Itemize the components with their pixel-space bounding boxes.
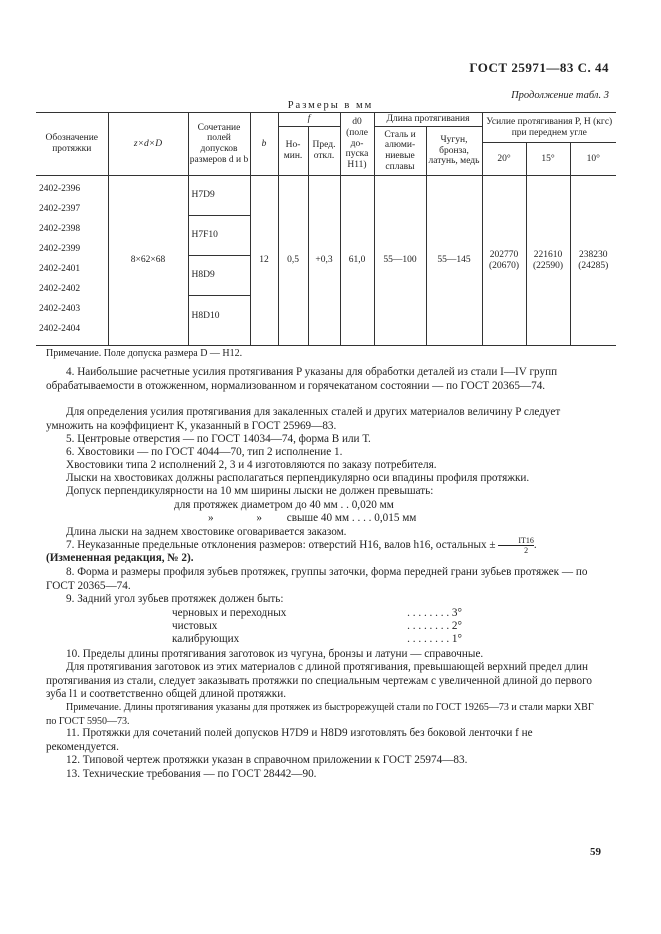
col-header-designation: Обозначение протяжки [36, 113, 108, 176]
designation-code: 2402-2401 [39, 263, 81, 274]
force-10-cell [570, 176, 616, 346]
col-header-len-iron: Чугун, бронза, латунь, медь [426, 127, 482, 176]
paragraph-10b: Для протягивания заготовок из этих материалов с длиной протягивания, превышающей верхний предел длин протягивания из стали, следует заказывать протяжки по специальным чертежам с увеличенной длиной до первого зуба l1 и соответственно общей длиной протяжки. [46, 661, 592, 700]
col-header-force: Усилие протягивания P, Н (кгс) при переднем угле [482, 113, 616, 143]
force-20-kgs: (20670) [488, 260, 520, 271]
len-iron-value: 55—145 [426, 176, 482, 346]
angle-value: 2° [451, 620, 462, 632]
fraction-numerator: IT16 [498, 536, 534, 546]
document-header: ГОСТ 25971—83 С. 44 [469, 60, 609, 75]
fit-value: H7D9 [189, 176, 250, 216]
ditto-mark: » [256, 512, 262, 524]
designation-code: 2402-2398 [39, 223, 81, 234]
tolerance-label: для протяжек диаметром до 40 мм [174, 499, 338, 511]
d0-value: 61,0 [340, 176, 374, 346]
broach-table [36, 112, 616, 346]
ditto-mark: » [208, 512, 214, 524]
designation-code: 2402-2403 [39, 303, 81, 314]
b-value: 12 [250, 176, 278, 346]
tolerance-row-2: » » свыше 40 мм . . . . 0,015 мм [208, 512, 417, 524]
f-dev-value: +0,3 [308, 176, 340, 346]
paragraph-6g: Длина лыски на заднем хвостовике оговаривается заказом. [66, 526, 347, 538]
paragraph-9: 9. Задний угол зубьев протяжек должен быть: [66, 593, 284, 605]
col-header-angle-20: 20° [482, 143, 526, 176]
len-steel-value: 55—100 [374, 176, 426, 346]
force-15-kgs: (22590) [532, 260, 564, 271]
zdD-value: 8×62×68 [108, 176, 188, 346]
paragraph-4: 4. Наибольшие расчетные усилия протягивания P указаны для обработки деталей из стали I—IV групп обрабатываемости в отожженном, нормализованном и горячекатаном состоянии — по ГОСТ 20365—74. [46, 366, 558, 392]
designation-code: 2402-2402 [39, 283, 81, 294]
paragraph-6b: Хвостовики типа 2 исполнений 2, 3 и 4 изготовляются по заказу потребителя. [66, 459, 437, 471]
angle-label: калибрующих [172, 633, 240, 645]
force-15-value: 221610 [533, 249, 563, 260]
table-continuation-label: Продолжение табл. 3 [511, 90, 609, 101]
tolerance-label: свыше 40 мм [286, 512, 350, 524]
force-10-value: 238230 [579, 249, 608, 260]
col-header-angle-10: 10° [570, 143, 616, 176]
force-15-cell [526, 176, 570, 346]
designation-list [36, 176, 108, 346]
col-header-f-nom: Но-мин. [278, 127, 308, 176]
fit-value: H8D10 [191, 310, 220, 321]
paragraph-8: 8. Форма и размеры профиля зубьев протяжек, группы заточки, форма передней грани зубьев протяжек — по ГОСТ 20365—74. [46, 566, 588, 592]
amendment-note: (Измененная редакция, № 2). [46, 552, 194, 564]
angle-label: чистовых [172, 620, 218, 632]
angle-label: черновых и переходных [172, 607, 287, 619]
col-header-f: f [278, 113, 340, 127]
paragraph-6: 6. Хвостовики — по ГОСТ 4044—70, тип 2 исполнение 1. [66, 446, 343, 458]
angle-row-2: чистовых . . . . . . . . 2° [172, 620, 462, 632]
paragraph-6c: Лыски на хвостовиках должны располагаться перпендикулярно оси впадины профиля протяжки. [66, 472, 530, 484]
designation-code: 2402-2399 [39, 243, 81, 254]
col-header-b: b [250, 113, 278, 176]
col-header-d0: d0 (поле до-пуска H11) [340, 113, 374, 176]
angle-value: 3° [451, 607, 462, 619]
force-20-cell [482, 176, 526, 346]
paragraph-4b: Для определения усилия протягивания для закаленных сталей и других материалов величину P следует умножить на коэффициент K, указанный в ГОСТ 25969—83. [46, 406, 561, 432]
designation-code: 2402-2396 [39, 183, 81, 194]
fit-value: H8D9 [189, 256, 250, 296]
col-header-zdD: z×d×D [108, 113, 188, 176]
paragraph-10: 10. Пределы длины протягивания заготовок из чугуна, бронзы и латуни — справочные. [66, 648, 484, 660]
angle-row-3: калибрующих . . . . . . . . 1° [172, 633, 462, 645]
paragraph-11: 11. Протяжки для сочетаний полей допусков H7D9 и H8D9 изготовлять без боковой ленточки f не рекомендуется. [46, 727, 533, 753]
force-10-kgs: (24285) [578, 260, 609, 271]
col-header-len-steel: Сталь и алюми-ниевые сплавы [374, 127, 426, 176]
table-note: Примечание. Поле допуска размера D — H12. [46, 348, 243, 359]
angle-value: 1° [451, 633, 462, 645]
paragraph-6d: Допуск перпендикулярности на 10 мм ширины лыски не должен превышать: [66, 485, 434, 497]
fit-list [188, 176, 250, 346]
f-nom-value: 0,5 [278, 176, 308, 346]
paragraph-12: 12. Типовой чертеж протяжки указан в справочном приложении к ГОСТ 25974—83. [66, 754, 468, 766]
paragraph-13: 13. Технические требования — по ГОСТ 28442—90. [66, 768, 317, 780]
force-20-value: 202770 [489, 249, 519, 260]
col-header-angle-15: 15° [526, 143, 570, 176]
tolerance-row-1: для протяжек диаметром до 40 мм . . 0,020 мм [174, 499, 394, 511]
fraction-denominator: 2 [524, 545, 529, 555]
designation-code: 2402-2397 [39, 203, 81, 214]
fit-value: H7F10 [189, 216, 250, 256]
angle-row-1: черновых и переходных . . . . . . . . 3° [172, 607, 462, 619]
note-2: Примечание. Длины протягивания указаны для протяжек из быстрорежущей стали по ГОСТ 19265—73 и стали марки ХВГ по ГОСТ 5950—73. [46, 702, 594, 727]
col-header-f-dev: Пред. откл. [308, 127, 340, 176]
page-number: 59 [590, 846, 601, 858]
designation-code: 2402-2404 [39, 323, 81, 334]
tolerance-value: 0,015 мм [374, 512, 417, 524]
table-caption: Размеры в мм [287, 100, 374, 111]
paragraph-5: 5. Центровые отверстия — по ГОСТ 14034—74, форма В или Т. [66, 433, 371, 445]
paragraph-7-text: 7. Неуказанные предельные отклонения размеров: отверстий H16, валов h16, остальных ± [66, 539, 496, 551]
col-header-fit: Сочетание полей допусков размеров d и b [188, 113, 250, 176]
paragraph-7: 7. Неуказанные предельные отклонения размеров: отверстий H16, валов h16, остальных ± $\frac{IT16}{2}$ . [66, 535, 537, 555]
tolerance-value: 0,020 мм [351, 499, 394, 511]
col-header-length: Длина протягивания [374, 113, 482, 127]
